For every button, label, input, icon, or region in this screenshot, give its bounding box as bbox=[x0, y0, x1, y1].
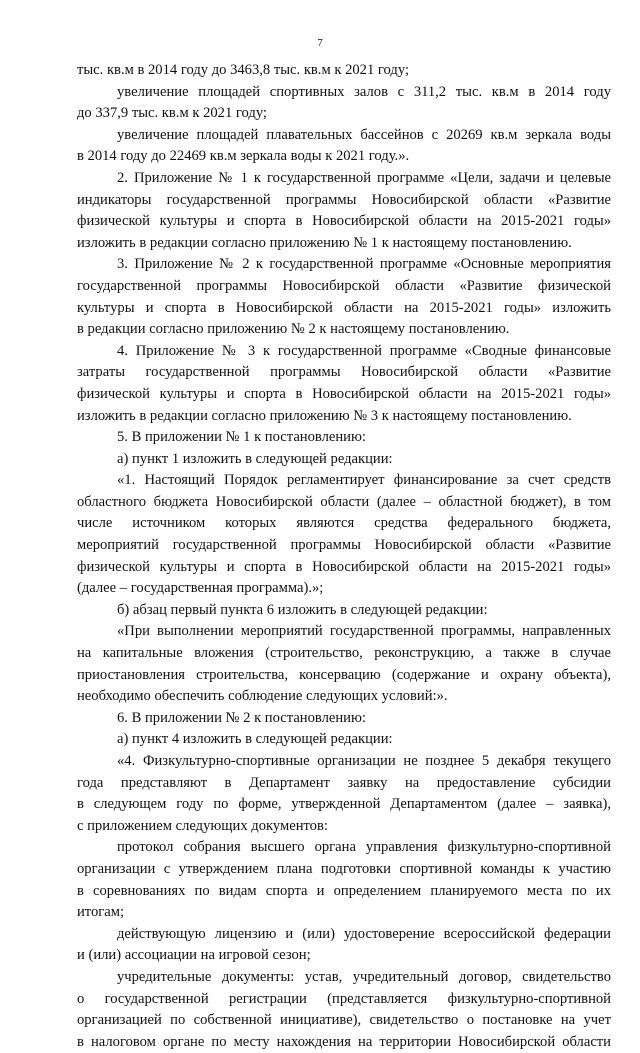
text-line: 2. Приложение № 1 к государственной программе «Цели, задачи и целевые bbox=[117, 169, 611, 186]
text-line: до 337,9 тыс. кв.м к 2021 году; bbox=[77, 105, 267, 122]
text-line: действующую лицензию и (или) удостоверение всероссийской федерации bbox=[117, 925, 611, 942]
text-line: необходимо обеспечить соблюдение следующих условий:». bbox=[77, 688, 448, 705]
text-line: «4. Физкультурно-спортивные организации не позднее 5 декабря текущего bbox=[117, 753, 611, 769]
text-line: года представляют в Департамент заявку на предоставление субсидии bbox=[77, 774, 611, 791]
text-line: 6. В приложении № 2 к постановлению: bbox=[117, 709, 366, 726]
text-line: и (или) ассоциации на игровой сезон; bbox=[77, 947, 311, 964]
text-line: в соревнованиях по видам спорта и определением планируемого места по их bbox=[77, 882, 611, 899]
text-line: физической культуры и спорта в Новосибирской области на 2015-2021 годы» bbox=[77, 213, 611, 230]
text-line: числе источником которых являются средства федерального бюджета, bbox=[77, 515, 611, 532]
text-line: в налоговом органе по месту нахождения на территории Новосибирской области bbox=[77, 1033, 611, 1050]
text-line: 5. В приложении № 1 к постановлению: bbox=[117, 429, 366, 446]
text-line: изложить в редакции согласно приложению № 3 к настоящему постановлению. bbox=[77, 407, 572, 424]
text-line: изложить в редакции согласно приложению № 1 к настоящему постановлению. bbox=[77, 234, 572, 251]
text-line: «1. Настоящий Порядок регламентирует финансирование за счет средств bbox=[117, 472, 611, 489]
text-line: итогам; bbox=[77, 904, 125, 921]
text-line: мероприятий государственной программы Новосибирской области «Развитие bbox=[77, 537, 611, 554]
text-line: с приложением следующих документов: bbox=[77, 817, 328, 834]
text-line: а) пункт 1 изложить в следующей редакции: bbox=[117, 450, 393, 467]
document-body bbox=[77, 60, 611, 1053]
text-line: 4. Приложение № 3 к государственной программе «Сводные финансовые bbox=[117, 342, 611, 359]
text-line: организации с утверждением плана подготовки спортивной команды к участию bbox=[77, 860, 611, 877]
text-line: а) пункт 4 изложить в следующей редакции: bbox=[117, 731, 393, 748]
text-line: «При выполнении мероприятий государственной программы, направленных bbox=[117, 623, 611, 640]
text-line: областного бюджета Новосибирской области (далее – областной бюджет), в том bbox=[77, 493, 611, 510]
text-line: (далее – государственная программа).»; bbox=[77, 580, 324, 597]
text-line: физической культуры и спорта в Новосибирской области на 2015-2021 годы» bbox=[77, 558, 611, 575]
text-line: тыс. кв.м в 2014 году до 3463,8 тыс. кв.м к 2021 году; bbox=[77, 62, 409, 78]
text-line: б) абзац первый пункта 6 изложить в следующей редакции: bbox=[117, 601, 488, 618]
text-line: увеличение площадей спортивных залов с 311,2 тыс. кв.м в 2014 году bbox=[117, 83, 611, 100]
text-line: государственной программы Новосибирской области «Развитие физической bbox=[77, 277, 611, 294]
text-line: в редакции согласно приложению № 2 к настоящему постановлению. bbox=[77, 321, 510, 338]
text-line: о государственной регистрации (представляется физкультурно-спортивной bbox=[77, 990, 611, 1007]
text-line: 3. Приложение № 2 к государственной программе «Основные мероприятия bbox=[117, 256, 611, 273]
text-line: культуры и спорта в Новосибирской области на 2015-2021 годы» изложить bbox=[77, 299, 611, 316]
text-line: на капитальные вложения (строительство, реконструкцию, а также в случае bbox=[77, 645, 611, 662]
text-line: в следующем году по форме, утвержденной Департаментом (далее – заявка), bbox=[77, 796, 611, 813]
text-line: затраты государственной программы Новосибирской области «Развитие bbox=[77, 364, 611, 381]
text-line: протокол собрания высшего органа управления физкультурно-спортивной bbox=[117, 839, 611, 856]
page-number: 7 bbox=[317, 37, 323, 49]
text-line: в 2014 году до 22469 кв.м зеркала воды к 2021 году.». bbox=[77, 148, 410, 165]
text-line: увеличение площадей плавательных бассейнов с 20269 кв.м зеркала воды bbox=[117, 126, 611, 143]
text-line: учредительные документы: устав, учредительный договор, свидетельство bbox=[117, 968, 611, 985]
text-line: приостановления строительства, консервацию (содержание и охрану объекта), bbox=[77, 666, 611, 683]
text-line: физической культуры и спорта в Новосибирской области на 2015-2021 годы» bbox=[77, 385, 611, 402]
text-line: организацией по собственной инициативе), свидетельство о постановке на учет bbox=[77, 1012, 611, 1029]
text-line: индикаторы государственной программы Новосибирской области «Развитие bbox=[77, 191, 611, 208]
